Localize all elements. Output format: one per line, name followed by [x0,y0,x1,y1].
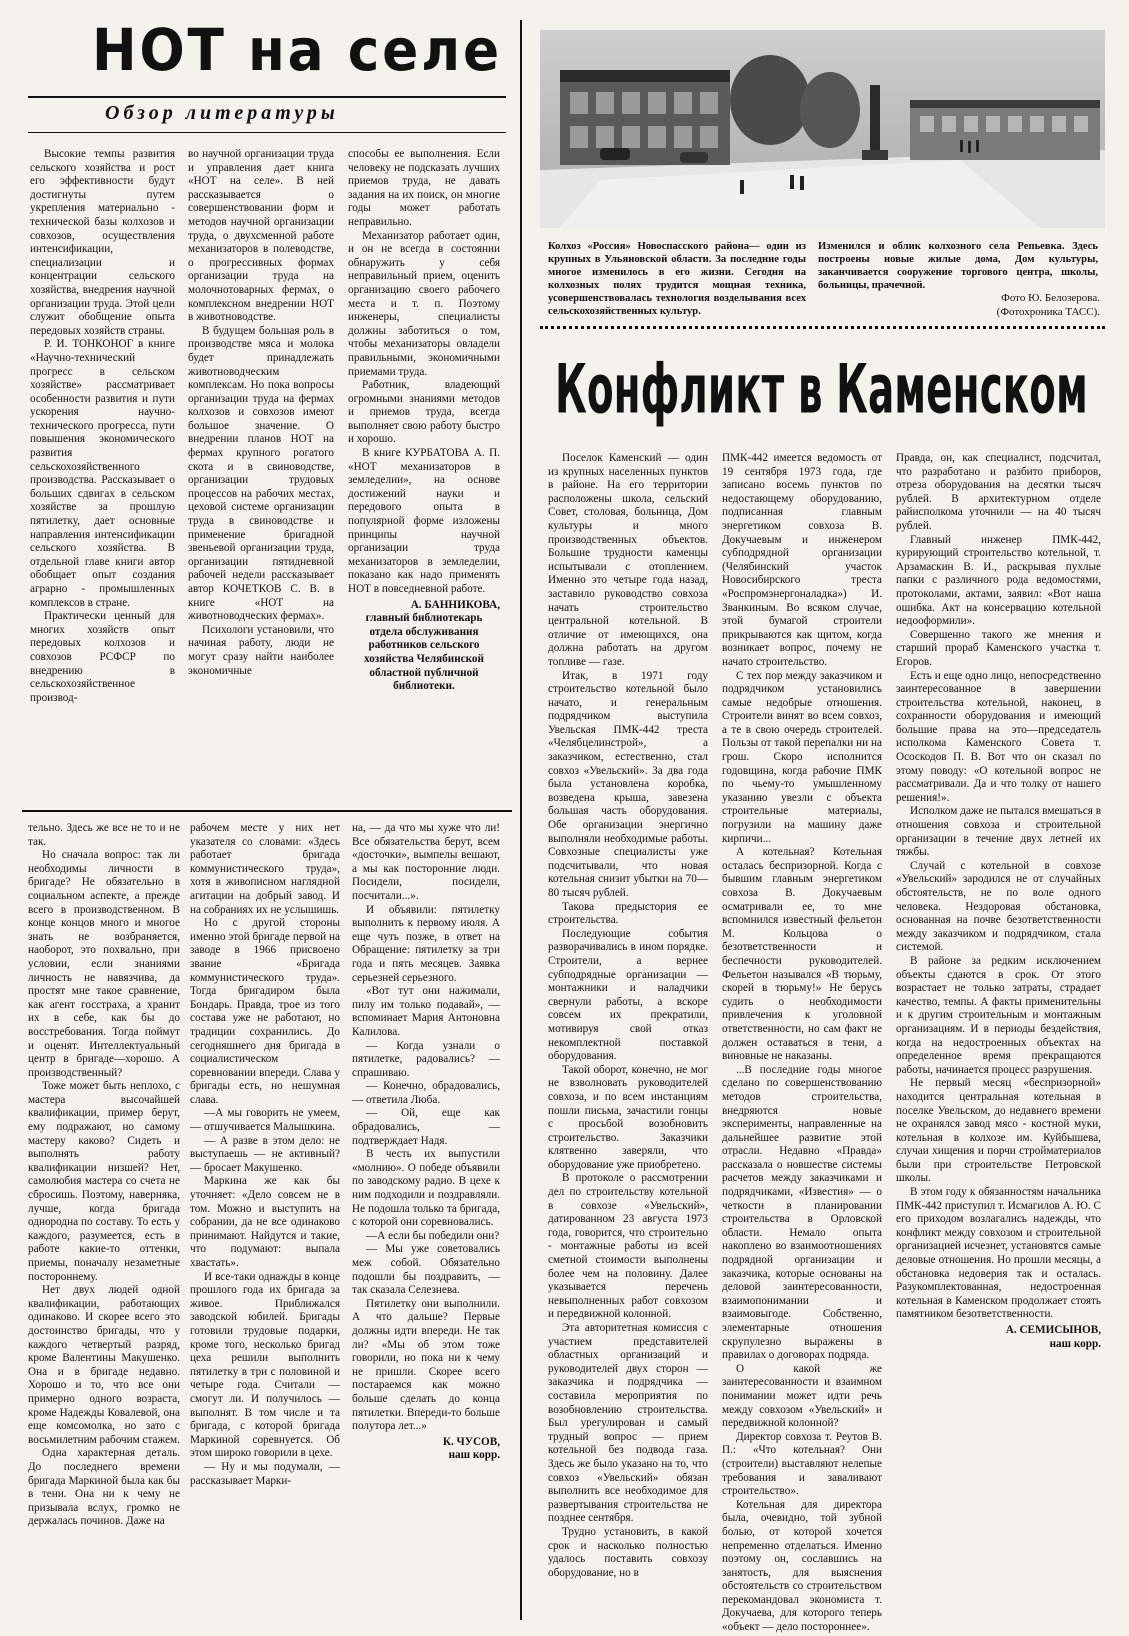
cont3-signature: К. ЧУСОВ, [442,1435,500,1448]
conflict-col1-para-1: Поселок Каменский — один из крупных населенных пунктов в районе. На его территории расположены школа, сельский Совет, столовая, больница, Дом культуры и много производственных объектов. Большие трудности каменцы испытывали с отоплением. Именно это четыре года назад, заставило руководство совхоза начать строительство центральной котельной. В отличие от имеющихся, она должна работать на другом топливе — газе. [548,452,708,668]
not-col3-para-3: Работник, владеющий огромными знаниями методов и приемов труда, всегда выполняет свою работу быстро и хорошо. [348,379,500,446]
not-col2-para-2: В будущем большая роль в производстве мяса и молока будет принадлежать животноводческим комплексам. Но пока вопросы организации труда на фермах колхозов и совхозов имеют большое значение. О внедрении планов НОТ на фермах крупного рогатого скота и в свиноводстве, организации трудовых процессов на рабочих местах, цеховой системе организации труда в свиноводстве и применение бригадной звеньевой организации труда, организации пятидневной рабочей недели рассказывает автор КОЧЕТКОВ С. В. в книге «НОТ на животноводческих фермах». [188,324,334,623]
village-photo [540,30,1105,228]
conflict-col3-para-6: Случай с котельной в совхозе «Увельский» зародился не от случайных обстоятельств, не по воле одного человека. Нездоровая обстановка, основанная на почве безответственности между заказчиком и подрядчиком, стала системой. [896,859,1101,954]
cont1-para-4: Нет двух людей одной квалификации, работающих одинаково. И скорее всего это достоинство бригады, что у каждого четвертый разряд, кроме Валентины Макушенко. Она и в бригаде недавно. Хорошо и то, что все они примерно одного возраста, кроме Надежды Ковалевой, она еще комсомолка, но зато с восьмилетним рабочим стажем. [28,1284,180,1446]
conflict-column-2 [722,452,882,1634]
cont2-para-2: Но с другой стороны именно этой бригаде первой на заводе в 1966 присвоено звание «Бригада коммунистического труда». Тогда бригадиром была Бондарь. Правда, трое из того состава уже не работают, но традиции сохранились. До сегодняшнего дня бригада в социалистическом соревновании впереди. Слава у бригады есть, но нешумная слава. [190,917,340,1106]
conflict-col1-para-8: Трудно установить, в какой срок и насколько полностью удалось поставить совхозу оборудование, но в [548,1525,708,1579]
photo-credit-2: (Фотохроника ТАСС). [996,306,1100,318]
cont2-para-7: — Ну и мы подумали, — рассказывает Марки- [190,1460,340,1487]
conflict-col3-para-5: Исполком даже не пытался вмешаться в отношения совхоза и строительной организации в течение двух летней их тяжбы. [896,805,1101,859]
headline-not-na-sele: НОТ на селе [92,16,502,84]
not-col2-para-3: Психологи установили, что начиная работу, люди не могут сразу найти наиболее экономичные [188,623,334,677]
cont2-para-3: —А мы говорить не умеем, — отшучивается Малышкина. [190,1107,340,1134]
headline-conflict: Конфликт в Каменском [555,350,1088,429]
conflict-col3-para-9: В этом году к обязанностям начальника ПМК-442 приступил т. Исмагилов А. Ю. С его приходом возлагались надежды, что конфликт между совхозом и строительной организацией исчезнет, установятся самые деловые отношения. Но прошли месяцы, а обстановка недоверия так и осталась. Разукомплектованная, недостроенная котельная в Каменском продолжает стоять памятником безответственности. [896,1186,1101,1321]
village-photo-image [540,30,1105,228]
subhead-rule [28,96,506,98]
conflict-col2-para-7: Котельная для директора была, очевидно, той зубной болью, от которой хочется непременно отделаться. Именно поэтому он, сославшись на занятость, для выяснения обстоятельств со строительством перекомандовал экономиста т. Докучаева, для которого теперь «объект — дело постороннее». [722,1498,882,1634]
cont3-para-7: В честь их выпустили «молнию». О победе объявили по заводскому радио. В цехе к ним подходили и поздравляли. Не подошла только та бригада, с которой они соревновались. [352,1148,500,1229]
cont2-para-1: рабочем месте у них нет указателя со словами: «Здесь работает бригада коммунистического труда», хотя в живописном наглядной агитации на добрый завод. И на собраниях их не услышишь. [190,822,340,916]
cont2-para-5: Маркина же как бы уточняет: «Дело совсем не в том. Можно и выступить на собрании, да не все одинаково принимают. Найдутся и такие, что подумают: выпала хвастать». [190,1175,340,1269]
conflict-col2-para-5: О какой же заинтересованности и взаимном понимании может идти речь между совхозом «Увельский» и передвижной колонной? [722,1362,882,1430]
conflict-col2-para-1: ПМК-442 имеется ведомость от 19 сентября 1973 года, где записано восемь пунктов по недостающему оборудованию, подписанная главным энергетиком совхоза В. Докучаевым и инженером субподрядной организации (Челябинский участок Новосибирского треста «Роспромэнергоналадка») И. Званкиным. Во всяком случае, этой бумагой строители прикрываются как щитом, когда возникает вопрос, почему не начато строительство. [722,452,882,668]
conflict-col2-para-3: А котельная? Котельная осталась беспризорной. Когда с бывшим главным энергетиком совхоза В. Докучаевым осматривали ее, то мне вспомнился известный фельетон М. Кольцова о безответственности и беспечности руководителей. Фельетон назывался «В тюрьму, скорей в тюрьму!» Не берусь судить о необходимости привлечения к уголовной ответственности, но сам факт не должен оставаться в тени, а виновные не наказаны. [722,846,882,1063]
conflict-col1-para-7: Эта авторитетная комиссия с участием представителей областных организаций и руководителей двух сторон — заказчика и подрядчика — составила мероприятия по возобновлению строительства. Был урегулирован и самый трудный вопрос — прием котельной без подвода газа. Здесь же было указано на то, что совхоз «Увельский» обязан выполнить все необходимое для развертывания строительства не позднее сентября. [548,1322,708,1525]
cont2-para-6: И все-таки однажды в конце прошлого года их бригада за живое. Приближался заводской юбилей. Бригады готовили трудовые подарки, кроме того, несколько бригад цеха решили выполнить пятилетку в три с половиной и четыре года. Считали — смогут ли. И получилось — выполнят. В том числе и та бригада, с которой бригада Маркиной соревнуется. Об этом широко говорили в цехе. [190,1270,340,1460]
not-column-2 [188,148,334,780]
cont3-para-1: на, — да что мы хуже что ли! Все обязательства берут, всем «досточки», вымпелы вешают, а мы как посторонние люди. Посидели, посидели, посчитали...». [352,822,500,902]
cont1-para-5: Одна характерная деталь. До последнего времени бригада Маркиной была как бы в тени. Она ни к чему не призывала вслух, громко не держалась починов. Даже на [28,1447,180,1528]
conflict-col1-para-5: Такой оборот, конечно, не мог не взволновать руководителей совхоза, и по всем инстанциям пошли письма, зачастили гонцы с просьбой возобновить строительство. Заказчики клятвенно заверяли, что оборудование уже приобретено. [548,1063,708,1171]
cont-column-3 [352,822,500,1612]
conflict-column-3 [896,452,1101,1620]
page-divider [520,20,522,1620]
not-col3-para-1: способы ее выполнения. Если человеку не подсказать лучших приемов труда, не давать задания на их поиск, он многие годы может работать неправильно. [348,148,500,228]
not-signature-role: главный библиотекарь отдела обслуживания работников сельского хозяйства Челябинской областной публичной библиотеки. [364,612,484,693]
conflict-col3-para-1: Правда, он, как специалист, подсчитал, что разработано и разбито приборов, отреза оборудования на десятки тысяч рублей. В архитектурном отделе райисполкома уточнили — на 40 тысяч рублей. [896,452,1101,532]
cont3-para-6: — Ой, еще как обрадовались, — подтверждает Надя. [352,1107,500,1147]
cont3-signature-role: наш корр. [448,1449,500,1462]
not-signature: А. БАННИКОВА, [410,598,500,611]
not-col3-para-2: Механизатор работает один, и он не всегда в состоянии обнаружить у себя неправильный прием, оценить организацию своего рабочего места и т. п. Поэтому инженеры, специалисты должны заботиться о том, чтобы механизаторы овладели правильными, экономичными приемами труда. [348,229,500,378]
not-column-3 [348,148,500,780]
conflict-col1-para-3: Такова предыстория ее строительства. [548,900,708,927]
photo-caption-left: Колхоз «Россия» Новоспасского района— один из крупных в Ульяновской области. За последние годы многое изменилось в его жизни. Сегодня на колхозных полях трудится мощная техника, усовершенствовалась технология возделывания всех сельскохозяйственных культур. [548,241,806,317]
conflict-col3-para-8: Не первый месяц «беспризорной» находится центральная котельная в поселке Увельском, до недавнего времени не охранялся завод мясо - костной муки, котельная в колхозе им. Куйбышева, случаи хищения и порчи стройматериалов были при строительстве Петровской школы. [896,1077,1101,1185]
photo-credit-1: Фото Ю. Белозерова. [1001,292,1100,304]
conflict-col3-para-4: Есть и еще одно лицо, непосредственно заинтересованное в завершении строительства котельной, наконец, в сохранности оборудования и имеющий большие права на это—председатель исполкома Каменского Совета т. Ососкодов П. В. Вот что он сказал по этому поводу: «О котельной вопрос не рассматривали. Да и что толку от нашего решения!». [896,669,1101,804]
not-col3-para-4: В книге КУРБАТОВА А. П. «НОТ механизаторов в земледелии», на основе достижений науки и передового опыта в популярной форме изложены принципы научной организации труда механизаторов в земледелии, показано как надо применять НОТ в повседневной работе. [348,447,500,595]
cont3-para-2: И объявили: пятилетку выполнить к первому июля. А еще чуть позже, в ответ на Обращение: пятилетку за три года и пять месяцев. Заявка серьезней серьезного. [352,903,500,984]
conflict-column-1 [548,452,708,1620]
photo-bottom-rule [540,326,1105,329]
cont1-para-1: тельно. Здесь же все не то и не так. [28,822,180,848]
cont2-para-4: — А разве в этом дело: не выступаешь — не активный? — бросает Макушенко. [190,1134,340,1174]
not-col1-para-1: Высокие темпы развития сельского хозяйства и рост его эффективности будут достигнуты путем укрепления материально - технической базы колхозов и совхозов, осуществления интенсификации, специализации и концентрации сельского хозяйства, внедрения научной организации труда. Этой цели служит обобщение опыта передовых хозяйств страны. [30,148,175,337]
cont1-para-3: Тоже может быть неплохо, с мастера высочайшей квалификации, пример берут, ему подражают, но самому мастеру каково? Сидеть и выполнять работу квалификации низшей? Нет, самолюбия мастера со счета не сбросишь. Поэтому, наверняка, лучше, когда бригада однородна по составу. То есть у каждого, разумеется, есть в работе какие-то оттенки, приемы, поначалу незаметные постороннему. [28,1080,180,1283]
cont3-para-8: —А если бы победили они? [366,1229,500,1242]
conflict-signature: А. СЕМИСЫНОВ, [1005,1324,1101,1336]
subhead-review: Обзор литературы [105,102,339,124]
conflict-col1-para-2: Итак, в 1971 году строительство котельной было начато, и генеральным подрядчиком выступила Увельская ПМК-442 треста «Челябцелинстрой», а заказчиком, естественно, стал совхоз «Увельский». За два года была установлена коробка, возведена крыша, завезена большая часть оборудования. Обе организации энергично выполняли необходимые работы. Совхозные специалисты уже подсчитывали, что новая котельная снизит убытки на 70—80 тысяч рублей. [548,669,708,899]
conflict-signature-role: наш корр. [1049,1337,1101,1350]
conflict-col2-para-4: ...В последние годы многое сделано по совершенствованию методов строительства, внедряются новые эксперименты, направленные на дальнейшее развитие этой отрасли. Недавно «Правда» рассказала о новшестве системы расчетов между заказчиками и подрядчиками, «Известия» — о четкости в планировании строительства в Орловской области. Немало опыта накоплено во взаимоотношениях подрядной организации и заказчика, которые основаны на деловой заинтересованности, взаимопонимании и взаимовыгоде. Собственно, элементарные отношения скрупулезно выражены в правилах о договорах подряда. [722,1063,882,1362]
conflict-col3-para-2: Главный инженер ПМК-442, курирующий строительство котельной, т. Арзамаскин В. И., раскрывая пухлые папки с различного рода ведомостями, протоколами, актами, заявил: «Вот наша ошибка. Акт на консервацию котельной недооформили». [896,533,1101,628]
cont-column-2 [190,822,340,1612]
subhead-rule-bottom [28,132,506,133]
conflict-col1-para-4: Последующие события разворачивались в ином порядке. Строители, а вернее субподрядные организации — монтажники и наладчики свернули работы, а вскоре совсем их прекратили, мотивируя свой отказ некомплектной поставкой оборудования. [548,927,708,1063]
photo-caption-right: Изменился и облик колхозного села Репьевка. Здесь построены новые жилые дома, Дом культуры, заканчивается сооружение торгового центра, школы, больницы, прачечной. [818,241,1098,291]
not-col1-para-2: Р. И. ТОНКОНОГ в книге «Научно-технический прогресс в сельском хозяйстве» рассматривает особенности развития и пути ускорения научно-технического прогресса, пути повышения экономического развития сельскохозяйственного производства. Рассказывает о больших сдвигах в сельском хозяйстве за прошлую пятилетку, дает основные направления интенсификации сельского хозяйства. В отдельной главе книги автор обобщает опыт создания аграрно - промышленных комплексов в стране. [30,338,175,609]
cont3-para-4: — Когда узнали о пятилетке, радовались? — спрашиваю. [352,1039,500,1079]
cont1-para-2: Но сначала вопрос: так ли необходимы личности в бригаде? Не обязательно в социальном аспекте, а прежде всего в производственном. В конце концов много и многое знать не возбраняется, наоборот, это похвально, при условии, если знаниями личность не навязчива, да простят мне такое сравнение, как агент госстраха, а хранит их в себе, как бы до восстребования. Тогда поймут и оценят. Интеллектуальный центр в бригаде—хорошо. А производственный? [28,849,180,1079]
cont3-para-10: Пятилетку они выполнили. А что дальше? Первые должны идти впереди. Не так ли? «Мы об этом тоже говорили, но пока ни к чему не пришли. Скорее всего постараемся как можно больше сделать до конца пятилетки. Впереди-то больше полутора лет...» [352,1297,500,1433]
cont3-para-5: — Конечно, обрадовались, — ответила Люба. [352,1080,500,1106]
conflict-col3-para-3: Совершенно такого же мнения и старший прораб Каменского участка т. Егоров. [896,628,1101,668]
conflict-col2-para-6: Директор совхоза т. Реутов В. П.: «Что котельная? Они (строители) выставляют нелепые требования и заваливают строительство». [722,1430,882,1498]
not-column-1 [30,148,175,780]
conflict-col1-para-6: В протоколе о рассмотрении дел по строительству котельной в совхозе «Увельский», датированном 23 августа 1973 года, говорится, что строительно - монтажные работы из всей сметной стоимости выполнены более чем на половину. Далее указывается перечень невыполненных работ совхозом и передвижной колонной. [548,1172,708,1321]
left-section-rule [22,810,512,812]
not-col1-para-3: Практически ценный для многих хозяйств опыт передовых колхозов и совхозов РСФСР по внедрению в сельскохозяйственное производ- [30,610,175,704]
cont3-para-3: «Вот тут они нажимали, пилу им только подавай», — вспоминает Мария Антоновна Калилова. [352,985,500,1038]
conflict-col3-para-7: В районе за редким исключением объекты сдаются в срок. От этого возрастает не только затраты, страдает качество, темпы. А факты применительны и к другим строительным и монтажным организациям. И в периоды бездействия, когда на недостроенных объектах на определенное время прекращаются работы, начинается процесс разрушения. [896,954,1101,1076]
cont3-para-9: — Мы уже советовались меж собой. Обязательно подошли бы поздравить, — так сказала Селезнева. [352,1243,500,1297]
cont-column-1 [28,822,180,1612]
not-col2-para-1: во научной организации труда и управления дает книга «НОТ на селе». В ней рассказывается о совершенствовании форм и методов научной организации труда, о двухсменной работе механизаторов в полеводстве, о прогрессивных формах организации труда на молочнотоварных фермах, о комплексном внедрении НОТ в животноводстве. [188,148,334,324]
conflict-col2-para-2: С тех пор между заказчиком и подрядчиком установились самые недобрые отношения. Строители винят во всем совхоз, а те в свою очередь строителей. Пользы от такой перепалки ни на грош. Скоро исполнится годовщина, когда рабочие ПМК по чьему-то умышленному указанию увезли с объекта строительные материалы, погрузили на машину даже кирпичи... [722,669,882,845]
